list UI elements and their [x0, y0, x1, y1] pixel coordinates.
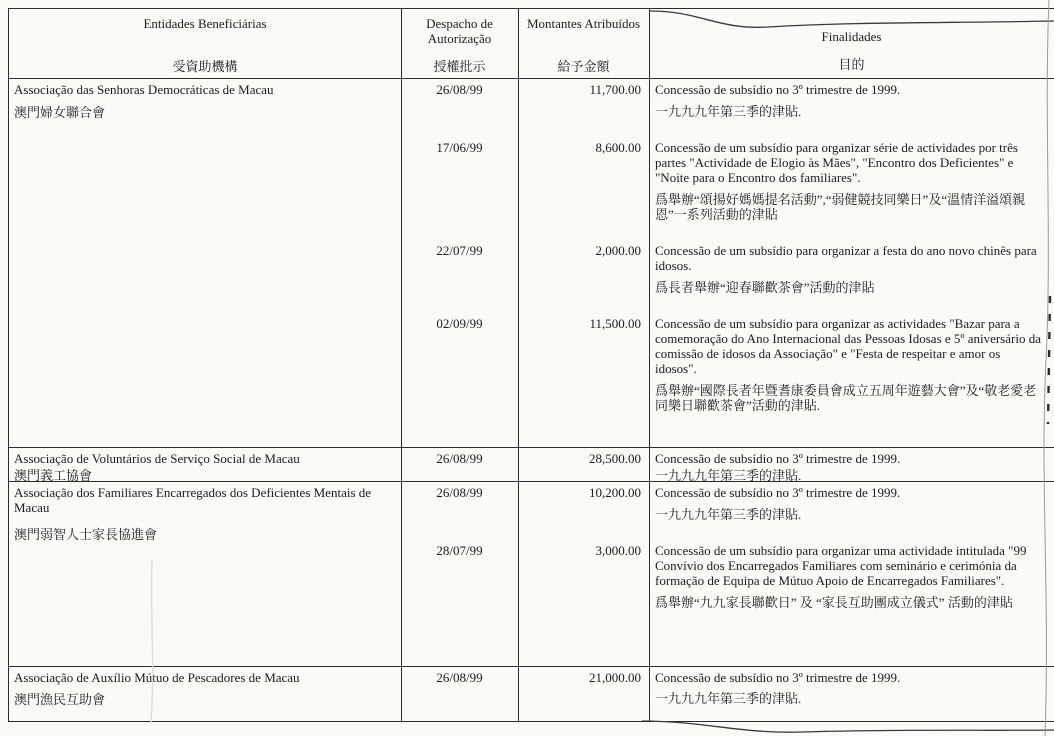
authorization-date: 26/08/99	[436, 451, 483, 466]
purpose-zh: 爲舉辦“頌揚好媽媽提名活動”,“弱健競技同樂日”及“溫情洋溢頌親恩”一系列活動的津貼	[655, 192, 1026, 222]
subsidy-entry	[401, 482, 1054, 522]
purpose-cell	[649, 540, 1054, 610]
table-row	[9, 448, 1054, 482]
purpose-cell	[649, 313, 1054, 413]
purpose-zh: 一九九九年第三季的津貼.	[655, 691, 802, 706]
purpose-zh: 爲長者舉辦“迎春聯歡茶會”活動的津貼	[655, 280, 875, 295]
header-cell-entities	[9, 9, 401, 78]
entity-cell	[9, 79, 401, 447]
amount: 3,000.00	[595, 543, 641, 558]
table-row	[9, 482, 1054, 667]
purpose-cell	[649, 448, 1054, 483]
amount: 8,600.00	[595, 140, 641, 155]
subsidy-entry	[401, 79, 1054, 119]
purpose-zh: 爲舉辦“九九家長聯歡日” 及 “家長互助團成立儀式” 活動的津貼	[655, 595, 1013, 610]
entity-cell	[9, 448, 401, 481]
entity-name-zh: 澳門婦女聯合會	[14, 105, 106, 120]
amount: 10,200.00	[589, 485, 641, 500]
entry-list	[401, 482, 1054, 666]
amount: 11,700.00	[589, 82, 641, 97]
purpose-zh: 爲舉辦“國際長者年暨耆康委員會成立五周年遊藝大會”及“敬老愛老同樂日聯歡茶會”活動的津貼.	[655, 383, 1037, 413]
purpose-pt: Concessão de um subsídio para organizar uma actividade intitulada "99 Convívio dos Encarregados Familiares com seminário e cerimónia da formação de Equipa de Mútuo Apoio de Encarregados Familiares".	[655, 543, 1027, 588]
header-finalidades-zh: 目的	[838, 57, 865, 72]
header-entities-pt: Entidades Beneficiárias	[143, 16, 267, 31]
amount: 2,000.00	[595, 243, 641, 258]
subsidy-entry	[401, 667, 1054, 706]
purpose-zh: 一九九九年第三季的津貼.	[655, 104, 802, 119]
authorization-date: 22/07/99	[436, 243, 483, 258]
header-cell-montantes	[518, 9, 649, 78]
entity-name-pt: Associação de Auxílio Mútuo de Pescadores de Macau	[14, 670, 300, 685]
amount: 28,500.00	[589, 451, 641, 466]
entity-name-zh: 澳門義工協會	[14, 468, 93, 483]
entity-name-zh: 澳門弱智人士家長協進會	[14, 527, 158, 542]
authorization-date: 17/06/99	[436, 140, 483, 155]
table-row	[9, 79, 1054, 448]
purpose-pt: Concessão de subsídio no 3º trimestre de 1999.	[655, 670, 901, 685]
purpose-pt: Concessão de um subsídio para organizar série de actividades por três partes "Actividade de Elogio às Mães", "Encontro dos Deficientes" e "Noite para o Encontro dos familiares".	[655, 140, 1018, 185]
header-despacho-pt: Despacho de Autorização	[426, 16, 493, 46]
subsidy-entry	[401, 137, 1054, 222]
subsidy-entry	[401, 240, 1054, 295]
purpose-pt: Concessão de subsídio no 3º trimestre de 1999.	[655, 82, 901, 97]
entity-name-zh: 澳門漁民互助會	[14, 692, 106, 707]
header-montantes-zh: 給予金額	[557, 59, 610, 74]
authorization-date: 28/07/99	[436, 543, 483, 558]
amount: 11,500.00	[589, 316, 641, 331]
subsidy-entry	[401, 540, 1054, 610]
table-row	[9, 667, 1054, 721]
subsidy-entry	[401, 448, 1054, 483]
purpose-zh: 一九九九年第三季的津貼.	[655, 468, 802, 483]
authorization-date: 26/08/99	[436, 485, 483, 500]
header-cell-despacho	[401, 9, 518, 78]
purpose-pt: Concessão de subsídio no 3º trimestre de 1999.	[655, 451, 901, 466]
purpose-zh: 一九九九年第三季的津貼.	[655, 507, 802, 522]
entity-cell	[9, 667, 401, 721]
column-divider-1	[401, 9, 402, 721]
scan-curl-bottom	[642, 721, 1054, 732]
purpose-cell	[649, 137, 1054, 222]
purpose-pt: Concessão de subsídio no 3º trimestre de 1999.	[655, 485, 901, 500]
header-finalidades-pt: Finalidades	[821, 29, 882, 44]
table-header	[9, 9, 1054, 79]
entity-name-pt: Associação das Senhoras Democráticas de Macau	[14, 82, 274, 97]
subsidy-entry	[401, 313, 1054, 413]
authorization-date: 26/08/99	[436, 82, 483, 97]
entity-name-pt: Associação de Voluntários de Serviço Social de Macau	[14, 451, 300, 466]
entry-list	[401, 79, 1054, 447]
header-montantes-pt: Montantes Atribuídos	[526, 16, 641, 31]
purpose-pt: Concessão de um subsídio para organizar a festa do ano novo chinês para idosos.	[655, 243, 1037, 273]
entity-cell	[9, 482, 401, 666]
amount: 21,000.00	[589, 670, 641, 685]
header-entities-zh: 受資助機構	[172, 59, 238, 74]
column-divider-3	[649, 9, 650, 721]
header-despacho-zh: 授權批示	[433, 59, 486, 74]
authorization-date: 26/08/99	[436, 670, 483, 685]
column-divider-2	[518, 9, 519, 721]
subsidy-table	[8, 8, 1054, 722]
purpose-cell	[649, 667, 1054, 706]
purpose-pt: Concessão de um subsídio para organizar as actividades "Bazar para a comemoração do Ano Internacional das Pessoas Idosas e 5º aniversário da comissão de idosos da Associação" e "Festa de respeitar e amor os idosos".	[655, 316, 1041, 376]
authorization-date: 02/09/99	[436, 316, 483, 331]
purpose-cell	[649, 240, 1054, 295]
purpose-cell	[649, 79, 1054, 119]
entry-list	[401, 667, 1054, 721]
entry-list	[401, 448, 1054, 481]
purpose-cell	[649, 482, 1054, 522]
header-cell-finalidades	[649, 9, 1054, 78]
entity-name-pt: Associação dos Familiares Encarregados dos Deficientes Mentais de Macau	[14, 485, 372, 515]
